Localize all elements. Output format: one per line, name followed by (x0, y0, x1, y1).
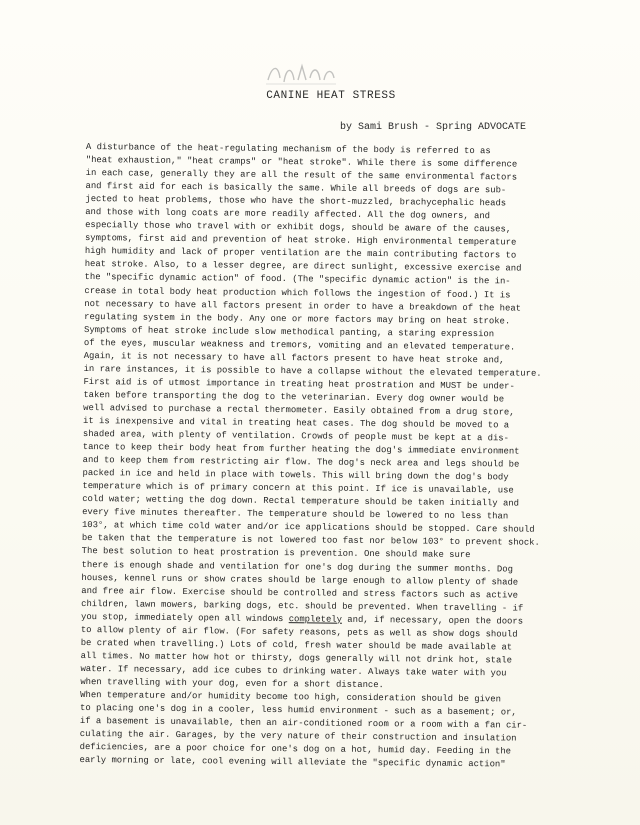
text-line: to placing one's dog in a cooler, less humid environment - such as a basement; or, (80, 702, 517, 718)
text-line: in each case, generally they are all the result of the same environmental factors (85, 168, 518, 183)
text-line: packed in ice and held in place with towels. This will bring down the dog's body (82, 468, 509, 483)
text-line: not necessary to have all factors present in order to have a breakdown of the heat (84, 298, 522, 314)
text-line: early morning or late, cool evening will alleviate the "specific dynamic action" (79, 755, 506, 770)
text-line: of the eyes, muscular weakness and tremors, vomiting and an elevated temperature. (83, 337, 516, 353)
text-line: A disturbance of the heat-regulating mechanism of the body is referred to as (85, 141, 491, 157)
text-line: and first aid for each is basically the same. While all breeds of dogs are sub- (85, 181, 507, 196)
text-line: be taken that the temperature is not lowered too fast nor below 103° to prevent shock. (81, 533, 540, 549)
text-line: Symptoms of heat stroke include slow methodical panting, a staring expression (83, 324, 495, 339)
text-line: The best solution to heat prostration is prevention. One should make sure (81, 546, 471, 561)
text-line: cold water; wetting the dog down. Rectal temperature should be taken initially and (82, 494, 520, 509)
text-line: temperature which is of primary concern at this point. If ice is unavailable, use (82, 481, 514, 496)
text-line: the "specific dynamic action" of food. (The "specific dynamic action" is the in- (84, 272, 511, 287)
text-line: you stop, immediately open all windows completely and, if necessary, open the doors (80, 611, 524, 627)
text-line: be crated when travelling.) Lots of cold, fresh water should be made available at (80, 637, 513, 653)
ink-smudge-mark (262, 58, 338, 88)
text-line: Again, it is not necessary to have all factors present to have heat stroke and, (83, 350, 505, 366)
text-line: to allow plenty of air flow. (For safety reasons, pets as well as show dogs should (80, 624, 518, 640)
text-line: 103°, at which time cold water and/or ice applications should be stopped. Care should (81, 520, 535, 536)
text-line: tance to keep their body heat from further heating the dog's immediate environment (82, 442, 520, 457)
text-line: and to keep them from restricting air flow. The dog's neck area and legs should be (82, 455, 520, 470)
text-line: it is inexpensive and vital in treating heat cases. The dog should be moved to a (83, 415, 510, 431)
text-line: houses, kennel runs or show crates should be large enough to allow plenty of shade (81, 572, 519, 588)
text-line: shaded area, with plenty of ventilation. Crowds of people must be kept at a dis- (82, 429, 510, 444)
text-line: regulating system in the body. Any one or more factors may bring on heat stroke. (84, 311, 511, 327)
text-line: high humidity and lack of proper ventilation are the main contributing factors to (84, 246, 517, 261)
document-title: CANINE HEAT STRESS (266, 90, 396, 102)
text-line: taken before transporting the dog to the veterinarian. Every dog owner would be (83, 389, 505, 405)
text-line: heat stroke. Also, to a lesser degree, are direct sunlight, excessive exercise and (84, 259, 522, 274)
text-line: When temperature and/or humidity become too high, consideration should be given (80, 689, 501, 705)
text-line: water. If necessary, add ice cubes to drinking water. Always take water with you (80, 663, 507, 679)
text-line: children, lawn mowers, barking dogs, etc. should be prevented. When travelling - if (81, 598, 524, 614)
text-line: if a basement is unavailable, then an air-conditioned room or a room with a fan cir- (79, 716, 528, 731)
text-line: symptoms, first aid and prevention of heat stroke. High environmental temperature (84, 233, 517, 248)
document-byline: by Sami Brush - Spring ADVOCATE (340, 122, 527, 133)
text-line: well advised to purchase a rectal thermometer. Easily obtained from a drug store, (83, 402, 515, 418)
document-body (79, 141, 586, 772)
text-line: especially those who travel with or exhibit dogs, should be aware of the causes, (85, 220, 512, 235)
text-line: in rare instances, it is possible to have a collapse without the elevated temperature. (83, 363, 542, 379)
text-line: and those with long coats are more readily affected. All the dog owners, and (85, 207, 491, 222)
text-line: and free air flow. Exercise should be controlled and stress factors such as active (81, 585, 519, 601)
text-line: jected to heat problems, those who have the short-muzzled, brachycephalic heads (85, 194, 507, 209)
text-line: every five minutes thereafter. The temperature should be lowered to no less than (82, 507, 509, 522)
text-line: First aid is of utmost importance in treating heat prostration and MUST be under- (83, 376, 515, 392)
text-line: culating the air. Garages, by the very nature of their construction and insulation (79, 729, 517, 744)
text-line: when travelling with your dog, even for a short distance. (80, 676, 384, 691)
text-line: there is enough shade and ventilation for one's dog during the summer months. Dog (81, 559, 514, 574)
text-line: "heat exhaustion," "heat cramps" or "heat stroke". While there is some difference (85, 155, 518, 170)
text-line: deficiencies, are a poor choice for one's dog on a hot, humid day. Feeding in the (79, 742, 512, 757)
text-line: crease in total body heat production which follows the ingestion of food.) It is (84, 285, 511, 300)
text-line: all times. No matter how hot or thirsty, dogs generally will not drink hot, stale (80, 650, 513, 666)
